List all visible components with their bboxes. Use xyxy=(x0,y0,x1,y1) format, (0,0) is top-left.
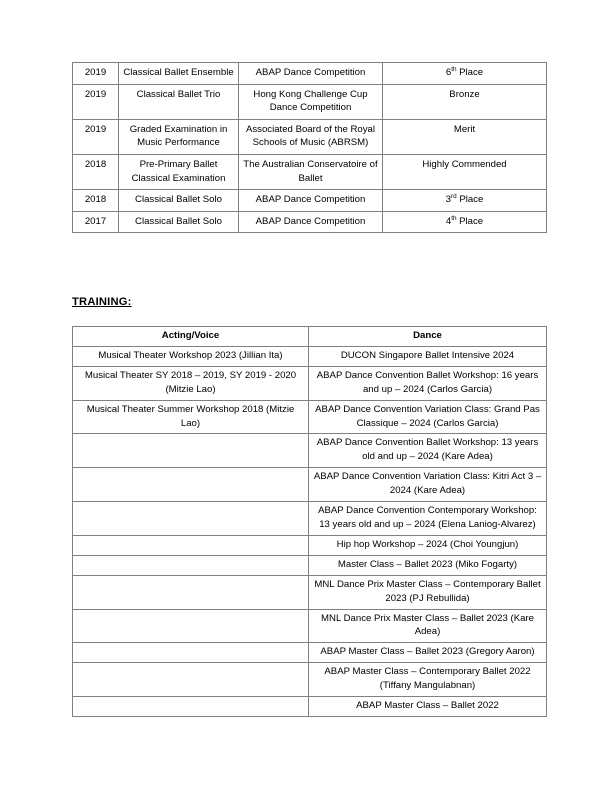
achievements-table-body xyxy=(73,63,547,233)
achievement-award xyxy=(383,84,547,119)
achievement-award xyxy=(383,190,547,212)
achievement-organization: Associated Board of the Royal Schools of Music (ABRSM) xyxy=(239,119,383,154)
training-table-body xyxy=(73,346,547,716)
table-row xyxy=(73,468,547,502)
training-dance: ABAP Dance Convention Ballet Workshop: 13 years old and up – 2024 (Kare Adea) xyxy=(309,434,547,468)
award-ordinal-suffix: th xyxy=(451,214,457,222)
training-dance: Master Class – Ballet 2023 (Miko Fogarty) xyxy=(309,555,547,575)
achievement-event: Classical Ballet Solo xyxy=(119,211,239,233)
training-dance: ABAP Dance Convention Contemporary Workshop: 13 years old and up – 2024 (Elena Laniog-Alvarez) xyxy=(309,502,547,536)
table-row xyxy=(73,575,547,609)
achievement-event: Classical Ballet Trio xyxy=(119,84,239,119)
training-dance: ABAP Dance Convention Variation Class: Kitri Act 3 – 2024 (Kare Adea) xyxy=(309,468,547,502)
achievement-organization: Hong Kong Challenge Cup Dance Competition xyxy=(239,84,383,119)
training-acting-voice xyxy=(73,468,309,502)
training-dance: Hip hop Workshop – 2024 (Choi Youngjun) xyxy=(309,535,547,555)
table-row xyxy=(73,346,547,366)
training-dance: DUCON Singapore Ballet Intensive 2024 xyxy=(309,346,547,366)
training-acting-voice xyxy=(73,535,309,555)
award-text-tail: Place xyxy=(456,215,484,227)
training-dance: ABAP Dance Convention Variation Class: Grand Pas Classique – 2024 (Carlos Garcia) xyxy=(309,400,547,434)
column-header-acting-voice: Acting/Voice xyxy=(73,327,309,347)
award-ordinal-suffix: rd xyxy=(451,193,457,201)
award-text: Highly Commended xyxy=(422,159,507,171)
training-acting-voice: Musical Theater Summer Workshop 2018 (Mitzie Lao) xyxy=(73,400,309,434)
training-acting-voice xyxy=(73,697,309,717)
award-text-tail: Place xyxy=(456,194,484,206)
table-row xyxy=(73,211,547,233)
table-row xyxy=(73,434,547,468)
table-row xyxy=(73,63,547,85)
table-row xyxy=(73,663,547,697)
training-dance: MNL Dance Prix Master Class – Ballet 2023 (Kare Adea) xyxy=(309,609,547,643)
award-text-tail: Place xyxy=(456,67,484,78)
table-row xyxy=(73,119,547,154)
column-header-dance: Dance xyxy=(309,327,547,347)
training-table xyxy=(72,326,547,717)
achievement-event: Graded Examination in Music Performance xyxy=(119,119,239,154)
training-dance: ABAP Master Class – Ballet 2022 xyxy=(309,697,547,717)
table-row xyxy=(73,366,547,400)
award-text: Bronze xyxy=(449,88,480,100)
achievement-year: 2017 xyxy=(73,211,119,233)
achievement-year: 2018 xyxy=(73,155,119,190)
training-dance: ABAP Master Class – Contemporary Ballet 2022 (Tiffany Mangulabnan) xyxy=(309,663,547,697)
achievement-organization: ABAP Dance Competition xyxy=(239,211,383,233)
training-dance: ABAP Master Class – Ballet 2023 (Gregory Aaron) xyxy=(309,643,547,663)
table-row xyxy=(73,84,547,119)
training-acting-voice xyxy=(73,609,309,643)
training-acting-voice: Musical Theater SY 2018 – 2019, SY 2019 - 2020 (Mitzie Lao) xyxy=(73,366,309,400)
table-row xyxy=(73,190,547,212)
training-table-head xyxy=(73,327,547,347)
achievement-year: 2018 xyxy=(73,190,119,212)
achievements-table xyxy=(72,62,547,233)
training-dance: MNL Dance Prix Master Class – Contemporary Ballet 2023 (PJ Rebullida) xyxy=(309,575,547,609)
achievement-award xyxy=(383,63,547,85)
training-acting-voice xyxy=(73,643,309,663)
award-text: 3 xyxy=(445,194,452,206)
table-header-row xyxy=(73,327,547,347)
training-acting-voice xyxy=(73,663,309,697)
table-row xyxy=(73,609,547,643)
award-text: 6 xyxy=(445,67,452,78)
award-text: Merit xyxy=(453,123,476,135)
achievement-organization: The Australian Conservatoire of Ballet xyxy=(239,155,383,190)
table-row xyxy=(73,697,547,717)
achievement-year: 2019 xyxy=(73,84,119,119)
table-row xyxy=(73,155,547,190)
training-dance: ABAP Dance Convention Ballet Workshop: 16 years and up – 2024 (Carlos Garcia) xyxy=(309,366,547,400)
achievement-award xyxy=(383,155,547,190)
achievement-event: Pre-Primary Ballet Classical Examination xyxy=(119,155,239,190)
training-acting-voice xyxy=(73,575,309,609)
table-row xyxy=(73,502,547,536)
achievement-award xyxy=(383,119,547,154)
training-section-heading: TRAINING: xyxy=(72,296,132,308)
table-row xyxy=(73,555,547,575)
achievement-organization: ABAP Dance Competition xyxy=(239,63,383,85)
training-acting-voice xyxy=(73,434,309,468)
training-acting-voice xyxy=(73,555,309,575)
achievement-event: Classical Ballet Ensemble xyxy=(119,63,239,85)
achievement-organization: ABAP Dance Competition xyxy=(239,190,383,212)
training-acting-voice: Musical Theater Workshop 2023 (Jillian Ita) xyxy=(73,346,309,366)
table-row xyxy=(73,400,547,434)
achievement-year: 2019 xyxy=(73,63,119,85)
table-row xyxy=(73,643,547,663)
award-ordinal-suffix: th xyxy=(451,65,457,73)
training-acting-voice xyxy=(73,502,309,536)
table-row xyxy=(73,535,547,555)
achievement-year: 2019 xyxy=(73,119,119,154)
achievement-award xyxy=(383,211,547,233)
award-text: 4 xyxy=(445,215,452,227)
achievement-event: Classical Ballet Solo xyxy=(119,190,239,212)
